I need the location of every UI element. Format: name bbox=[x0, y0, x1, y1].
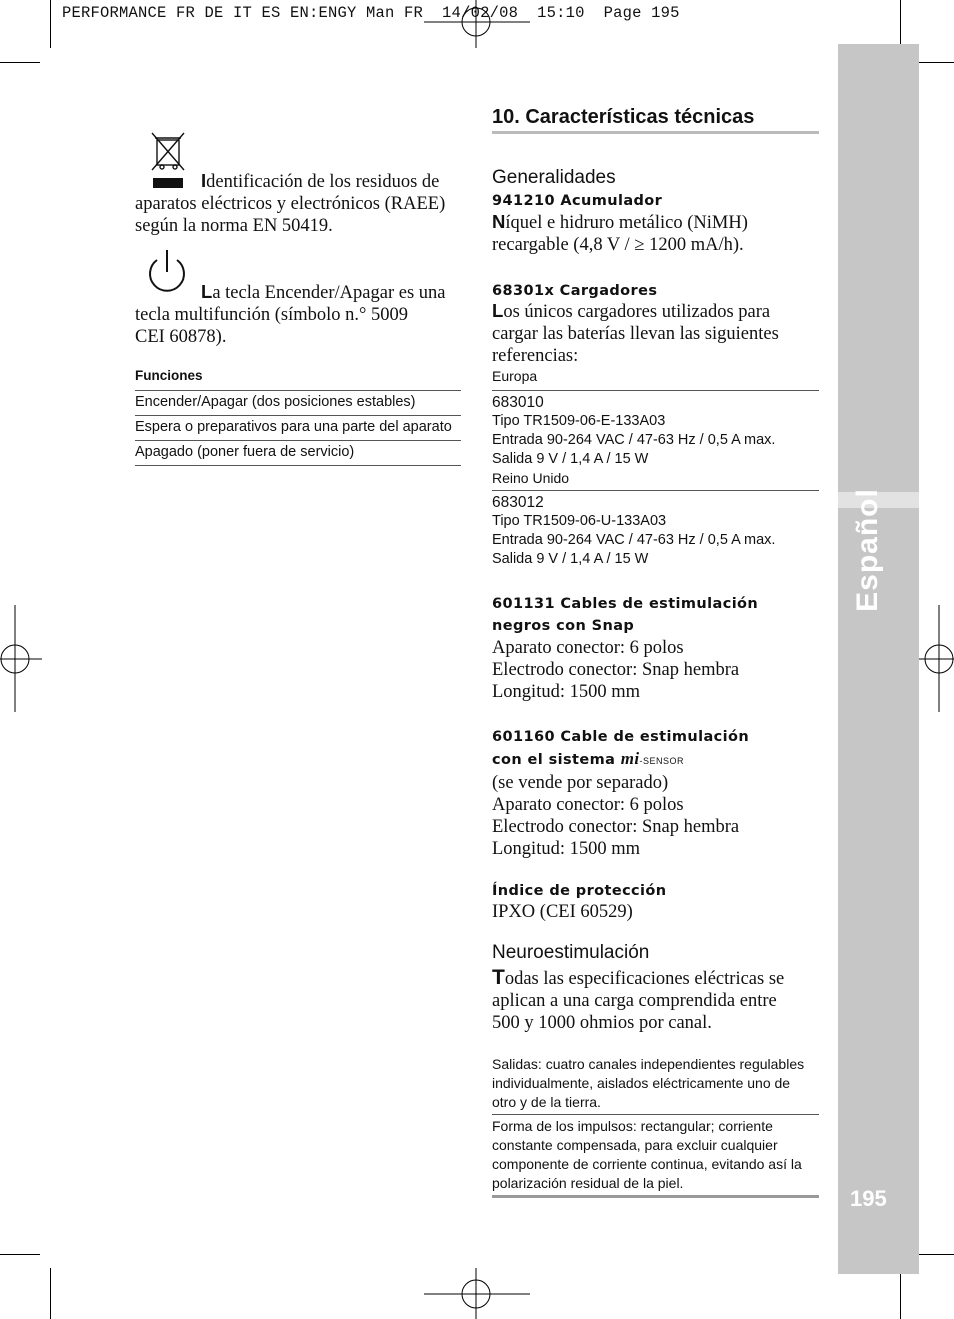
power-paragraph: La tecla Encender/Apagar es una tecla multifunción (símbolo n.° 5009 CEI 60878). bbox=[135, 281, 446, 347]
proteccion-block: Índice de protección IPXO (CEI 60529) bbox=[492, 883, 667, 922]
charger-uk: 683012 Tipo TR1509-06-U-133A03 Entrada 90-264 VAC / 47-63 Hz / 0,5 A max. Salida 9 V / 1,4 A / 15 W bbox=[492, 494, 776, 567]
generalidades-heading: Generalidades bbox=[492, 167, 616, 188]
page-number: 195 bbox=[850, 1186, 887, 1211]
functions-row: Encender/Apagar (dos posiciones estables) bbox=[135, 394, 416, 410]
weee-paragraph: Identificación de los residuos de aparatos eléctricos y electrónicos (RAEE) según la norma EN 50419. bbox=[135, 170, 446, 236]
language-label: Español bbox=[851, 488, 885, 612]
cable-sensor-block: 601160 Cable de estimulación con el sistema mi-SENSOR (se vende por separado) Aparato conector: 6 polos Electrodo conector: Snap hembra Longitud: 1500 mm bbox=[492, 729, 750, 859]
neuro-paragraph: Todas las especificaciones eléctricas se aplican a una carga comprendida entre 500 y 1000 ohmios por canal. bbox=[492, 966, 785, 1033]
section-title: 10. Características técnicas bbox=[492, 106, 755, 128]
functions-row: Espera o preparativos para una parte del aparato bbox=[135, 419, 452, 435]
mi-sensor-logo: mi bbox=[620, 749, 640, 768]
functions-title: Funciones bbox=[135, 368, 203, 383]
acumulador-block: 941210 Acumulador Níquel e hidruro metálico (NiMH) recargable (4,8 V / ≥ 1200 mA/h). bbox=[492, 193, 748, 255]
cargadores-block: 68301x Cargadores Los únicos cargadores utilizados para cargar las baterías llevan las siguientes referencias: Europa bbox=[492, 283, 779, 384]
cables-snap-block: 601131 Cables de estimulación negros con Snap Aparato conector: 6 polos Electrodo conector: Snap hembra Longitud: 1500 mm bbox=[492, 596, 759, 702]
functions-row: Apagado (poner fuera de servicio) bbox=[135, 444, 355, 460]
forma-text: Forma de los impulsos: rectangular; corriente constante compensada, para excluir cualquier componente de corriente continua, evitando así la polarización residual de la piel. bbox=[492, 1118, 802, 1191]
salidas-text: Salidas: cuatro canales independientes regulables individualmente, aislados eléctricamente uno de otro y de la tierra. bbox=[492, 1056, 805, 1110]
language-sidebar bbox=[838, 44, 919, 1274]
neuro-heading: Neuroestimulación bbox=[492, 942, 650, 963]
charger-eu: 683010 Tipo TR1509-06-E-133A03 Entrada 90-264 VAC / 47-63 Hz / 0,5 A max. Salida 9 V / 1,4 A / 15 W Reino Unido bbox=[492, 394, 776, 486]
print-header: PERFORMANCE FR DE IT ES EN:ENGY Man FR 14/02/08 15:10 Page 195 bbox=[62, 4, 680, 22]
